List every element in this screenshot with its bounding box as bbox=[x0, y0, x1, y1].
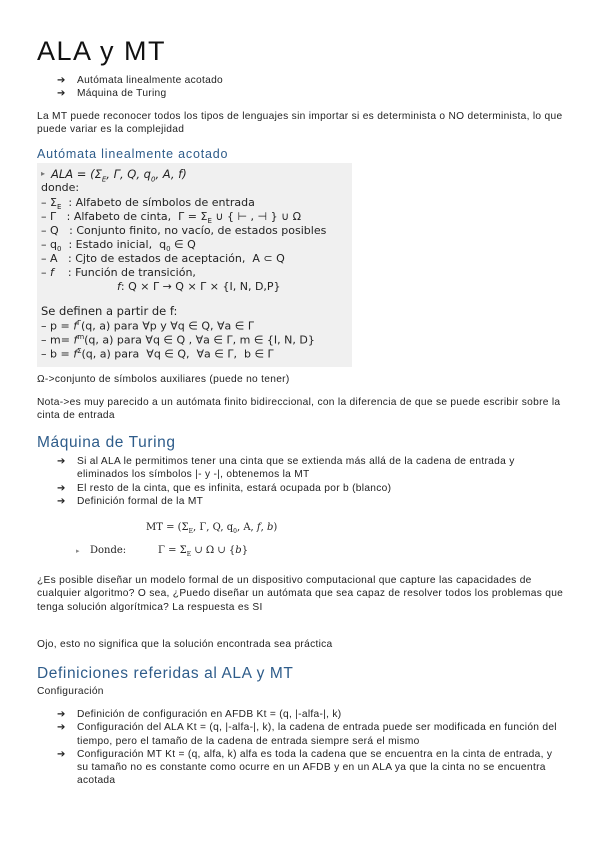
def-gamma: – Γ : Alfabeto de cinta, $\Gamma = \Sigma_E$ ∪ { ⊢ , ⊣ } ∪ Ω bbox=[41, 210, 302, 226]
def-q: – Q : Conjunto finito, no vacío, de estados posibles bbox=[41, 224, 327, 237]
def-f: – f : Función de transición, bbox=[41, 266, 196, 279]
section-heading-definiciones: Definiciones referidas al ALA y MT bbox=[37, 665, 294, 682]
arrow-right-icon: ➔ bbox=[57, 482, 66, 494]
ala-tuple: ALA = ($\Sigma_E$, Γ, Q, $q_0$, A, f) bbox=[51, 167, 187, 184]
question-paragraph: ¿Es posible diseñar un modelo formal de un dispositivo computacional que capture las capacidades de cualquier algoritmo? O sea, ¿Puedo diseñar un autómata que sea capaz de resolver todos los problemas que tenga solución algorítmica? La respuesta es SI bbox=[37, 575, 564, 613]
panel-subhead: Se definen a partir de f: bbox=[41, 304, 178, 318]
ala-definition-figure bbox=[37, 163, 352, 367]
gamma-definition: $\Gamma = \Sigma_E$ ∪ Ω ∪ {b} bbox=[158, 545, 249, 558]
def-q0: – $q_0$ : Estado inicial, $q_0$ ∈ Q bbox=[41, 238, 196, 254]
section-heading-mt: Máquina de Turing bbox=[37, 434, 176, 451]
intro-list bbox=[57, 74, 557, 101]
ojo-paragraph: Ojo, esto no significa que la solución encontrada sea práctica bbox=[37, 639, 333, 650]
arrow-right-icon: ➔ bbox=[57, 75, 66, 86]
configuracion-list bbox=[57, 708, 562, 788]
def-f-signature: f: Q × Γ → Q × Γ × {I, N, D,P} bbox=[117, 280, 281, 293]
arrow-right-icon: ➔ bbox=[57, 495, 66, 507]
arrow-right-icon: ➔ bbox=[57, 709, 66, 720]
arrow-right-icon: ➔ bbox=[57, 456, 66, 467]
bullet-icon: ▸ bbox=[76, 547, 80, 555]
mt-formula-figure bbox=[72, 516, 292, 566]
derived-m: – $m= f^m(q$, a) para ∀q ∈ Q , ∀a ∈ Γ, m ∈ {I, N, D} bbox=[41, 333, 315, 347]
nota-paragraph: Nota->es muy parecido a un autómata finito bidireccional, con la diferencia de que se puede escribir sobre la cinta de entrada bbox=[37, 397, 561, 422]
mt-list bbox=[57, 455, 562, 508]
list-item: ➔ Configuración MT Kt = (q, alfa, k) alfa es toda la cadena que se encuentra en la cinta de entrada, y su tamaño no es constante como ocurre en un AFDB y en un ALA ya que la cinta no se encuentra acotada bbox=[57, 748, 553, 787]
list-item: ➔ Autómata linealmente acotado bbox=[57, 75, 224, 86]
list-item: ➔ Definición de configuración en AFDB Kt = (q, |-alfa-|, k) bbox=[57, 709, 342, 720]
donde-label: donde: bbox=[41, 181, 80, 194]
list-item: ➔ El resto de la cinta, que es infinita, estará ocupada por b (blanco) bbox=[57, 482, 392, 494]
derived-p: – $p = f^\Gamma(q$, a) para ∀p y ∀q ∈ Q, ∀a ∈ Γ bbox=[41, 319, 254, 333]
derived-b: – $b = f^\Sigma(q$, a) para ∀q ∈ Q, ∀a ∈ Γ, b ∈ Γ bbox=[41, 347, 274, 361]
mt-tuple: MT = ($\Sigma_E$, Γ, Q, $q_0$, A, f, b) bbox=[146, 522, 278, 535]
list-item: ➔ Máquina de Turing bbox=[57, 88, 167, 100]
arrow-right-icon: ➔ bbox=[57, 722, 66, 734]
donde-label: Donde: bbox=[90, 545, 127, 556]
bullet-icon: ▸ bbox=[41, 169, 46, 178]
def-sigma: – $\Sigma_E$ : Alfabeto de símbolos de entrada bbox=[41, 196, 255, 212]
list-item: ➔ Definición formal de la MT bbox=[57, 495, 204, 507]
configuracion-subheading: Configuración bbox=[37, 686, 104, 697]
page-title: ALA y MT bbox=[37, 36, 167, 66]
section-heading-ala: Autómata linealmente acotado bbox=[37, 147, 229, 161]
intro-paragraph: La MT puede reconocer todos los tipos de lenguajes sin importar si es determinista o NO determinista, lo que puede variar es la complejidad bbox=[37, 111, 563, 136]
arrow-right-icon: ➔ bbox=[57, 748, 66, 760]
def-a: – A : Cjto de estados de aceptación, A ⊂ Q bbox=[41, 252, 285, 265]
omega-note: Ω->conjunto de símbolos auxiliares (puede no tener) bbox=[37, 374, 290, 385]
arrow-right-icon: ➔ bbox=[57, 88, 66, 100]
list-item: ➔ Configuración del ALA Kt = (q, |-alfa-|, k), la cadena de entrada puede ser modificada en función del tiempo, pero el tamaño de la cadena de entrada siempre será el mismo bbox=[57, 722, 557, 747]
list-item: ➔ Si al ALA le permitimos tener una cinta que se extienda más allá de la cadena de entrada y eliminados los símbolos |- y -|, obtenemos la MT bbox=[57, 456, 515, 481]
